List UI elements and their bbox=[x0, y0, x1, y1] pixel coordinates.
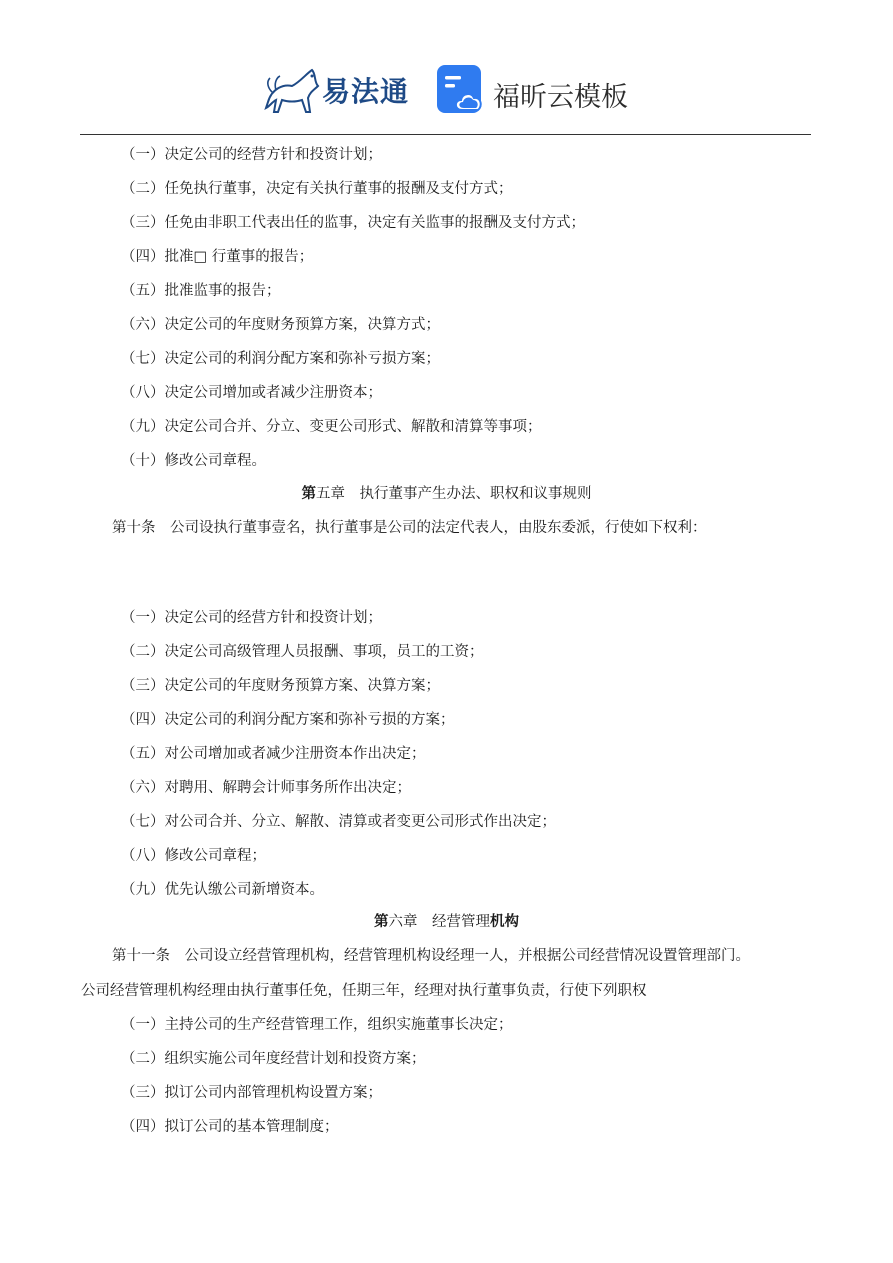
chapter-prefix: 第 bbox=[374, 914, 389, 930]
list-item: （八）修改公司章程； bbox=[121, 848, 266, 864]
list-item: （九）决定公司合并、分立、变更公司形式、解散和清算等事项； bbox=[121, 419, 542, 435]
list-item: （四）决定公司的利润分配方案和弥补亏损的方案； bbox=[121, 712, 455, 728]
chapter-title: 五章 执行董事产生办法、职权和议事规则 bbox=[316, 486, 592, 502]
list-item: （三）决定公司的年度财务预算方案、决算方案； bbox=[121, 678, 440, 694]
chapter-heading-6 bbox=[0, 912, 893, 932]
list-item: （五）对公司增加或者减少注册资本作出决定； bbox=[121, 746, 426, 762]
logo-right-text: 福昕云模板 bbox=[493, 82, 628, 113]
header-divider bbox=[80, 134, 811, 135]
chapter-heading-5 bbox=[0, 484, 893, 504]
yifatong-logo bbox=[262, 62, 412, 118]
article-10: 第十条 公司设执行董事壹名，执行董事是公司的法定代表人，由股东委派，行使如下权利： bbox=[112, 520, 707, 536]
page-header bbox=[0, 58, 893, 122]
article-11-line1: 第十一条 公司设立经营管理机构，经营管理机构设经理一人，并根据公司经营情况设置管理部门。 bbox=[112, 948, 750, 964]
cloud-document-icon bbox=[436, 64, 488, 116]
list-item: （十）修改公司章程。 bbox=[121, 453, 266, 469]
fuxin-logo bbox=[436, 64, 636, 116]
list-item: （六）决定公司的年度财务预算方案，决算方式； bbox=[121, 317, 440, 333]
list-item: （二）组织实施公司年度经营计划和投资方案； bbox=[121, 1051, 426, 1067]
list-item: （一）决定公司的经营方针和投资计划； bbox=[121, 147, 382, 163]
qilin-icon bbox=[262, 62, 324, 118]
list-item: （六）对聘用、解聘会计师事务所作出决定； bbox=[121, 780, 411, 796]
chapter-title: 六章 经营管理 bbox=[388, 914, 490, 930]
list-item: （五）批准监事的报告； bbox=[121, 283, 281, 299]
list-item: （四）拟订公司的基本管理制度； bbox=[121, 1119, 339, 1135]
list-item: （二）决定公司高级管理人员报酬、事项，员工的工资； bbox=[121, 644, 484, 660]
list-item: （一）主持公司的生产经营管理工作，组织实施董事长决定； bbox=[121, 1017, 513, 1033]
list-item: （二）任免执行董事，决定有关执行董事的报酬及支付方式； bbox=[121, 181, 513, 197]
list-item: （三）拟订公司内部管理机构设置方案； bbox=[121, 1085, 382, 1101]
list-item: （一）决定公司的经营方针和投资计划； bbox=[121, 610, 382, 626]
chapter-suffix: 机构 bbox=[490, 914, 519, 930]
list-item: （七）决定公司的利润分配方案和弥补亏损方案； bbox=[121, 351, 440, 367]
list-item: （三）任免由非职工代表出任的监事，决定有关监事的报酬及支付方式； bbox=[121, 215, 585, 231]
list-item: （八）决定公司增加或者减少注册资本； bbox=[121, 385, 382, 401]
list-item: （七）对公司合并、分立、解散、清算或者变更公司形式作出决定； bbox=[121, 814, 556, 830]
article-11-line2: 公司经营管理机构经理由执行董事任免，任期三年，经理对执行董事负责，行使下列职权 bbox=[81, 983, 647, 999]
chapter-prefix: 第 bbox=[301, 486, 316, 502]
list-item: （九）优先认缴公司新增资本。 bbox=[121, 882, 324, 898]
list-item: （四）批准□ 行董事的报告； bbox=[121, 249, 314, 265]
logo-left-text: 易法通 bbox=[322, 75, 410, 108]
